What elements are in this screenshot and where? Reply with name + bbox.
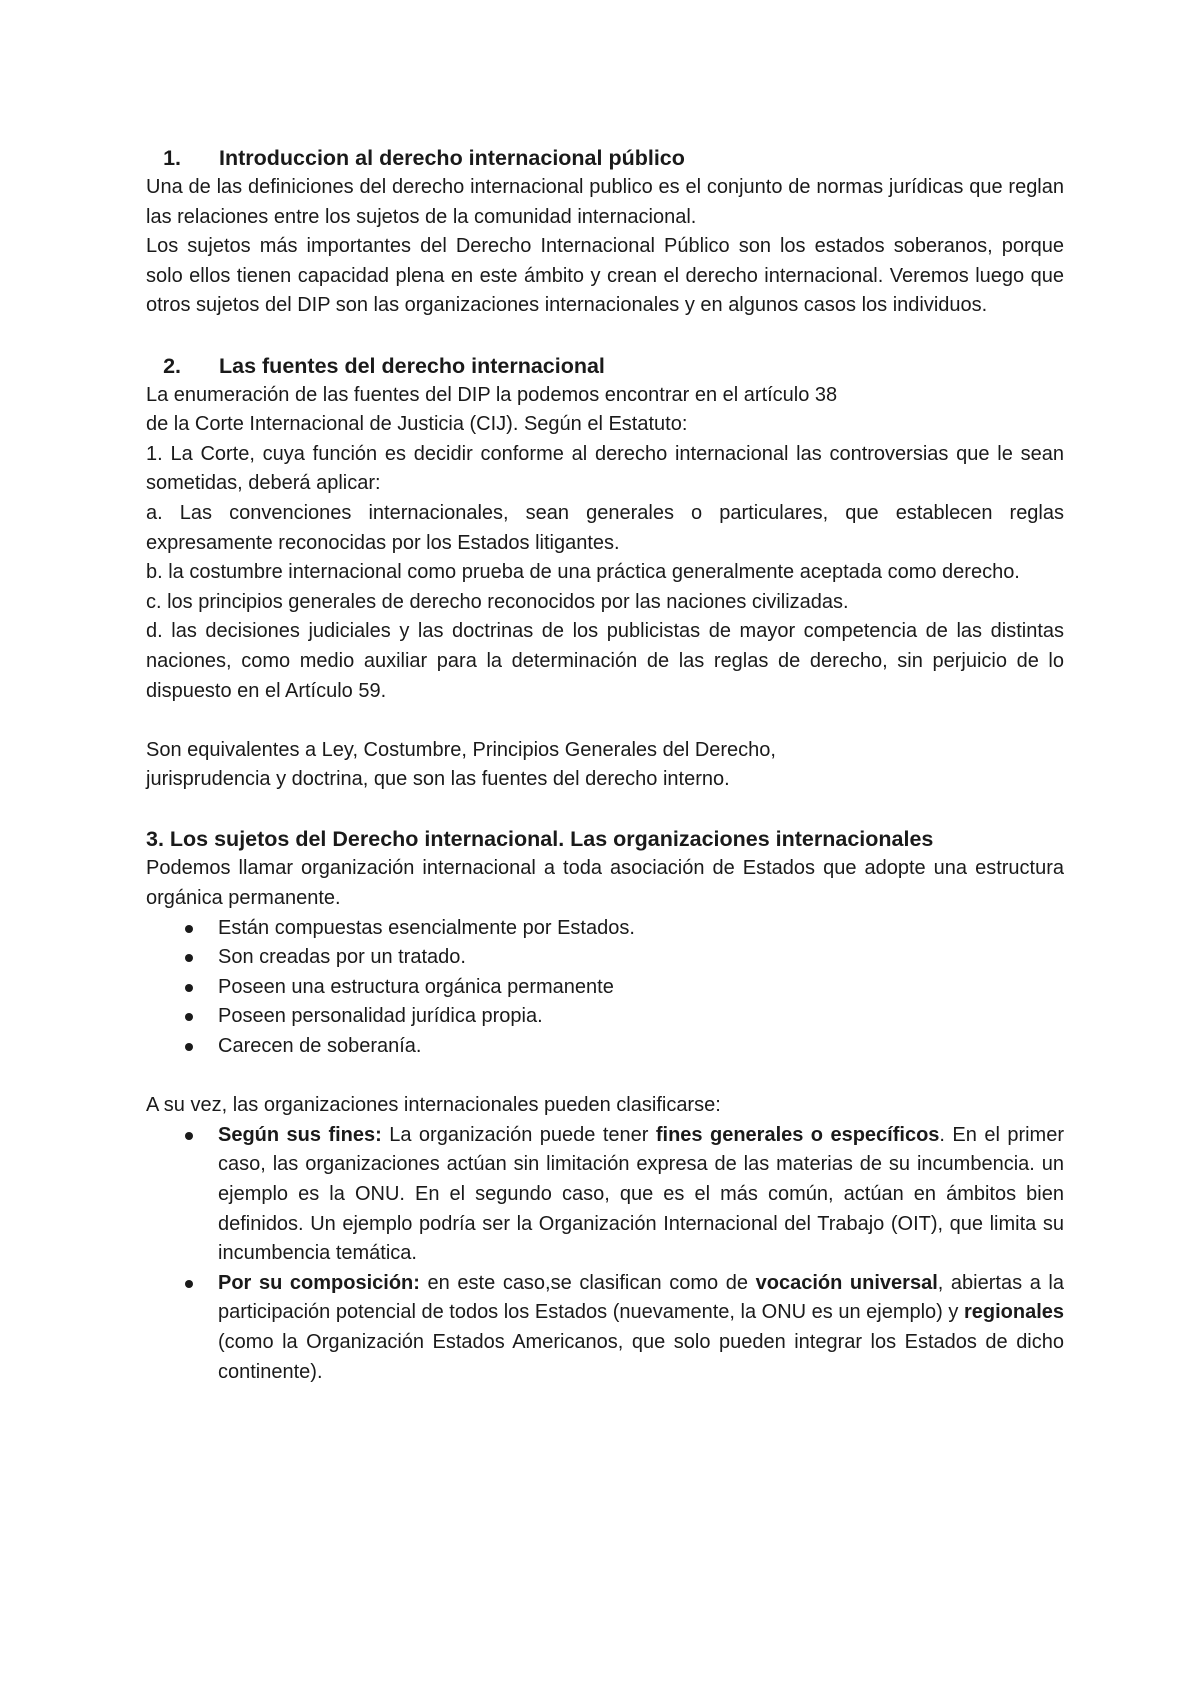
section-2-item-c: c. los principios generales de derecho reconocidos por las naciones civilizadas. — [146, 590, 849, 613]
section-1-number: 1. — [163, 146, 181, 170]
classification-label: Según sus fines: — [218, 1123, 382, 1146]
section-2-line-2: de la Corte Internacional de Justicia (CIJ). Según el Estatuto: — [146, 413, 688, 436]
section-2-item-1: 1. La Corte, cuya función es decidir conforme al derecho internacional las controversias que le sean sometidas, deberá aplicar: — [146, 442, 1064, 495]
section-3-intro: Podemos llamar organización internacional a toda asociación de Estados que adopte una estructura orgánica permanente. — [146, 857, 1064, 910]
bullet-icon — [185, 1132, 193, 1140]
bullet-icon — [185, 984, 193, 992]
classification-intro: A su vez, las organizaciones internacionales pueden clasificarse: — [146, 1094, 721, 1117]
section-2-item-d: d. las decisiones judiciales y las doctrinas de los publicistas de mayor competencia de las distintas naciones, como medio auxiliar para la determinación de las reglas de derecho, sin perjuicio de lo dispuesto en el Artículo 59. — [146, 620, 1064, 702]
bullet-icon — [185, 1043, 193, 1051]
section-2-equivalents-line-1: Son equivalentes a Ley, Costumbre, Principios Generales del Derecho, — [146, 738, 776, 761]
list-item: Poseen una estructura orgánica permanente — [218, 973, 1064, 1003]
section-1-paragraph-1: Una de las definiciones del derecho internacional publico es el conjunto de normas jurídicas que reglan las relaciones entre los sujetos de la comunidad internacional. — [146, 176, 1064, 228]
section-2-item-a: a. Las convenciones internacionales, sean generales o particulares, que establecen reglas expresamente reconocidas por los Estados litigantes. — [146, 501, 1064, 554]
list-item: Están compuestas esencialmente por Estados. — [218, 914, 1064, 944]
bullet-icon — [185, 1013, 193, 1021]
section-2-number: 2. — [163, 353, 181, 378]
list-item: Poseen personalidad jurídica propia. — [218, 1002, 1064, 1032]
characteristics-list — [146, 914, 1064, 1062]
section-3-heading: 3. Los sujetos del Derecho internacional. Las organizaciones internacionales — [146, 827, 934, 852]
section-2-line-1: La enumeración de las fuentes del DIP la podemos encontrar en el artículo 38 — [146, 383, 838, 406]
section-1-heading — [146, 143, 1064, 173]
bullet-icon — [185, 925, 193, 933]
classification-label: Por su composición: — [218, 1271, 420, 1294]
section-1-title: Introduccion al derecho internacional público — [219, 146, 685, 170]
bullet-icon — [185, 1280, 193, 1288]
bullet-icon — [185, 954, 193, 962]
section-1-paragraph-2: Los sujetos más importantes del Derecho Internacional Público son los estados soberanos, porque solo ellos tienen capacidad plena en este ámbito y crean el derecho internacional. Veremos luego que otros sujetos del DIP son las organizaciones internacionales y en algunos casos los individuos. — [146, 235, 1064, 317]
section-2-item-b: b. la costumbre internacional como prueba de una práctica generalmente aceptada como derecho. — [146, 561, 1020, 584]
section-2-title: Las fuentes del derecho internacional — [219, 353, 605, 378]
classification-item-fines: Según sus fines: La organización puede tener fines generales o específicos. En el primer caso, las organizaciones actúan sin limitación expresa de las materias de su incumbencia. un ejemplo es la ONU. En el segundo caso, que es el más común, actúan en ámbitos bien definidos. Un ejemplo podría ser la Organización Internacional del Trabajo (OIT), que limita su incumbencia temática. — [218, 1121, 1064, 1269]
list-item: Carecen de soberanía. — [218, 1032, 1064, 1062]
list-item: Son creadas por un tratado. — [218, 943, 1064, 973]
classification-list — [146, 1121, 1064, 1387]
section-2-equivalents-line-2: jurisprudencia y doctrina, que son las fuentes del derecho interno. — [146, 768, 730, 791]
section-2-heading — [146, 351, 1064, 381]
classification-item-composicion: Por su composición: en este caso,se clasifican como de vocación universal, abiertas a la participación potencial de todos los Estados (nuevamente, la ONU es un ejemplo) y regionales (como la Organización Estados Americanos, que solo pueden integrar los Estados de dicho continente). — [218, 1269, 1064, 1387]
document-page — [146, 143, 1064, 1387]
